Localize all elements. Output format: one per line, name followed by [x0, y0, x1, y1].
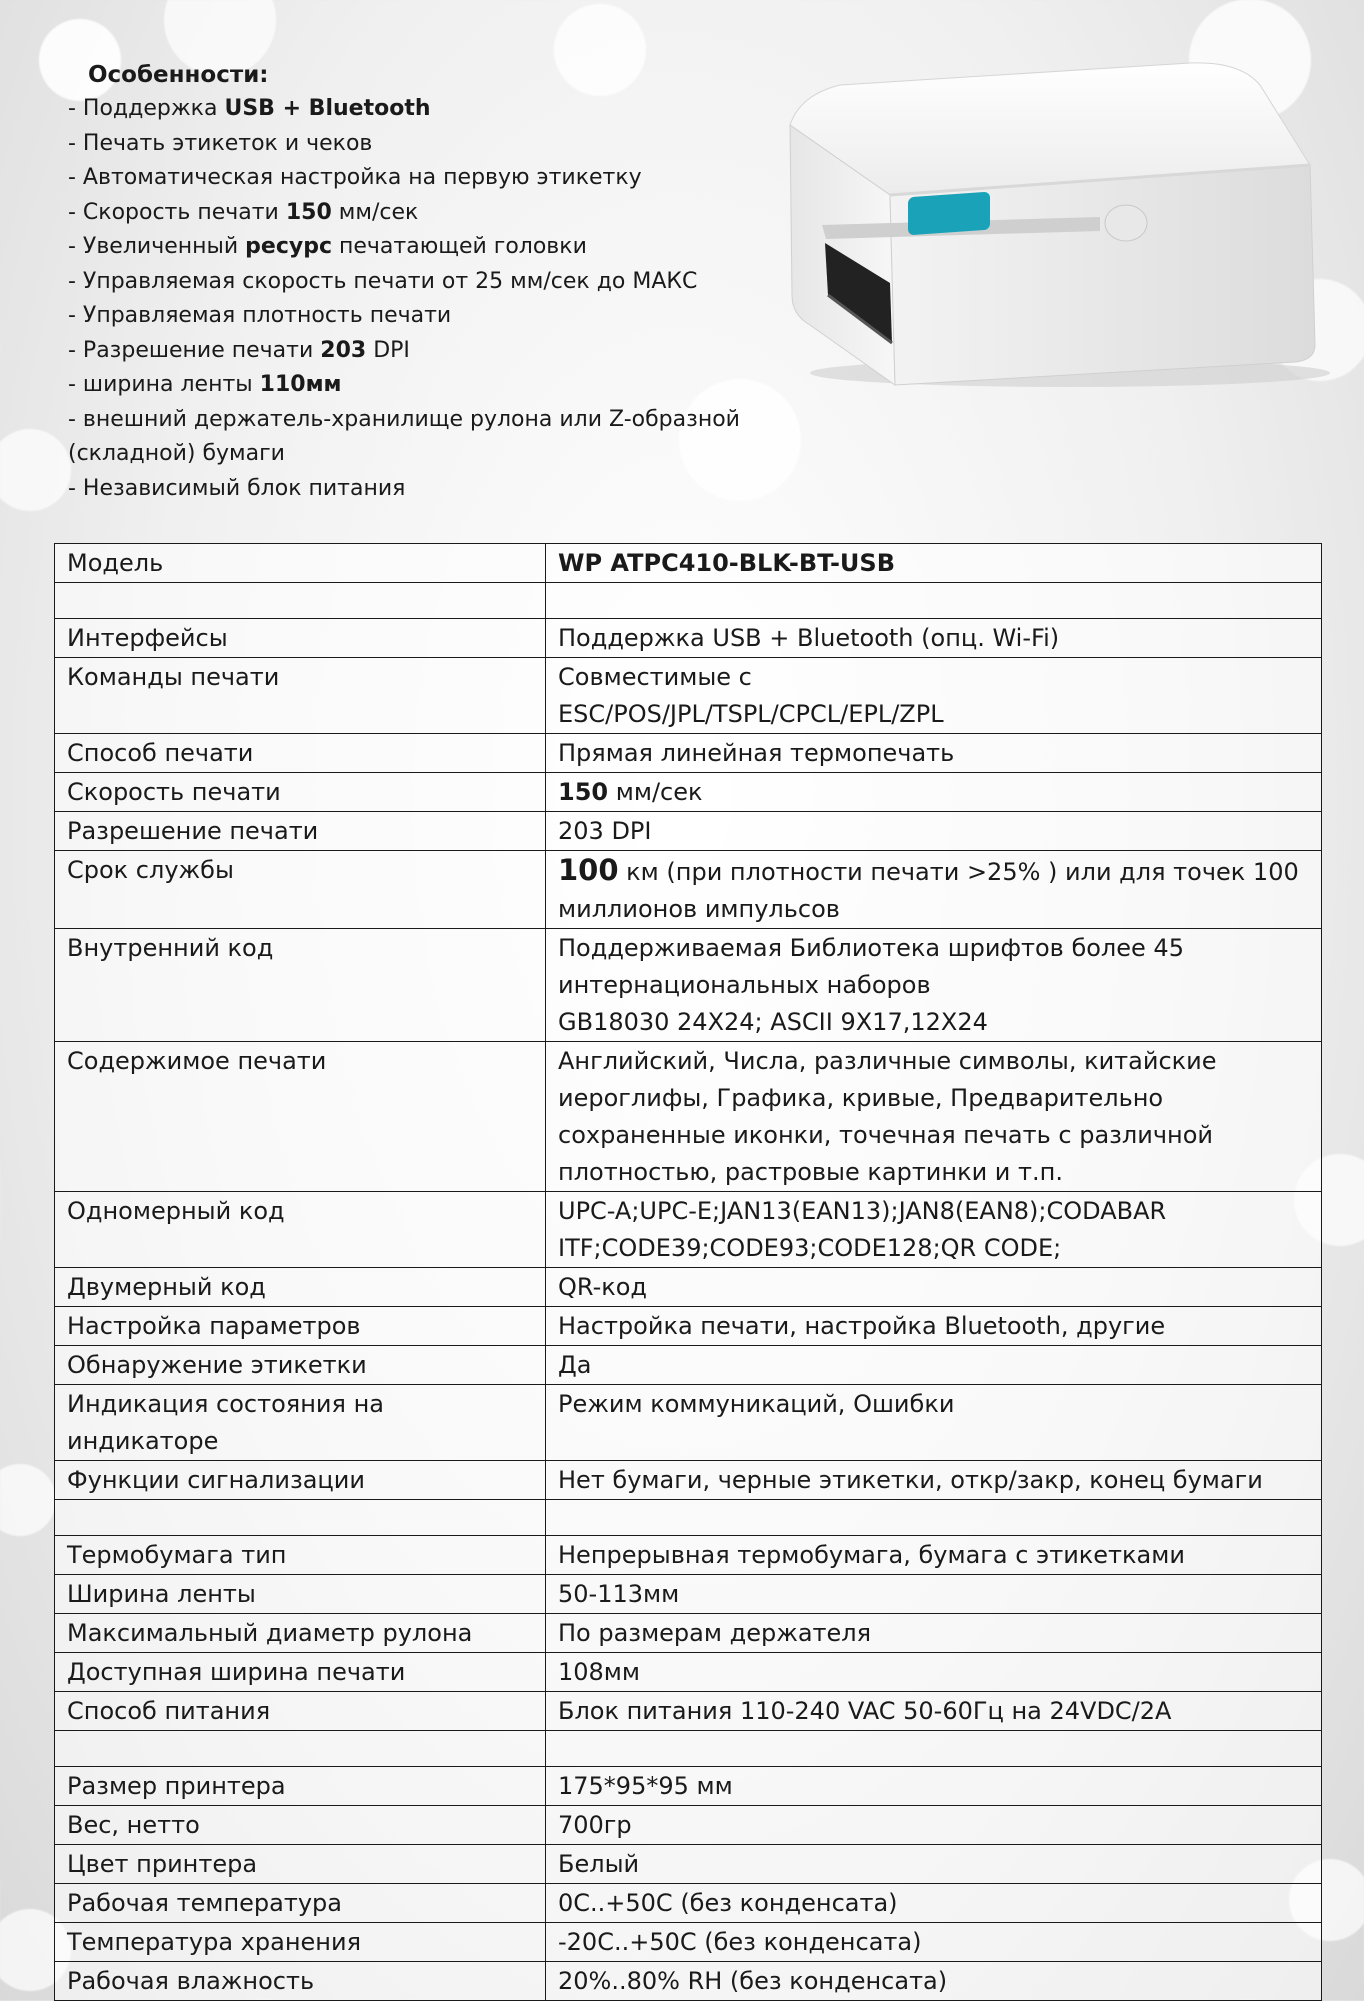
table-row: [55, 1192, 1322, 1268]
features-block: [68, 58, 788, 506]
spec-label: Ширина ленты: [55, 1575, 546, 1614]
spec-label: Температура хранения: [55, 1923, 546, 1962]
spec-value: 108мм: [546, 1653, 1322, 1692]
feature-item: - Скорость печати 150 мм/сек: [68, 199, 419, 225]
spec-value: -20C..+50C (без конденсата): [546, 1923, 1322, 1962]
feature-item: - внешний держатель-хранилище рулона или Z-образной: [68, 406, 740, 432]
spec-value: [546, 1731, 1322, 1767]
spec-label: Максимальный диаметр рулона: [55, 1614, 546, 1653]
table-row: [55, 1845, 1322, 1884]
spec-label: Содержимое печати: [55, 1042, 546, 1192]
spec-table: [54, 543, 1322, 2001]
spec-value: UPC-A;UPC-E;JAN13(EAN13);JAN8(EAN8);CODABAR ITF;CODE39;CODE93;CODE128;QR CODE;: [546, 1192, 1322, 1268]
spec-label: Команды печати: [55, 658, 546, 734]
spec-value: Режим коммуникаций, Ошибки: [546, 1385, 1322, 1461]
table-row: [55, 773, 1322, 812]
table-row: [55, 658, 1322, 734]
spec-label: Рабочая влажность: [55, 1962, 546, 2001]
spec-label: Термобумага тип: [55, 1536, 546, 1575]
table-row: [55, 734, 1322, 773]
table-row: [55, 1731, 1322, 1767]
spec-value: Совместимые с ESC/POS/JPL/TSPL/CPCL/EPL/ZPL: [546, 658, 1322, 734]
table-row: [55, 851, 1322, 929]
spec-label: Одномерный код: [55, 1192, 546, 1268]
spec-value: Прямая линейная термопечать: [546, 734, 1322, 773]
spec-label: Размер принтера: [55, 1767, 546, 1806]
feed-button: [908, 192, 990, 236]
feature-item: - Печать этикеток и чеков: [68, 130, 373, 156]
spec-value: [546, 1500, 1322, 1536]
table-row: [55, 1500, 1322, 1536]
spec-value: 20%..80% RH (без конденсата): [546, 1962, 1322, 2001]
spec-value: Английский, Числа, различные символы, китайские иероглифы, Графика, кривые, Предварительно сохраненные иконки, точечная печать с различной плотностью, растровые картинки и т.п.: [546, 1042, 1322, 1192]
spec-label: [55, 1500, 546, 1536]
spec-value: Нет бумаги, черные этикетки, откр/закр, конец бумаги: [546, 1461, 1322, 1500]
table-row: [55, 1614, 1322, 1653]
spec-label: Обнаружение этикетки: [55, 1346, 546, 1385]
spec-label: Функции сигнализации: [55, 1461, 546, 1500]
table-row: [55, 1692, 1322, 1731]
spec-label: Внутренний код: [55, 929, 546, 1042]
spec-value: Белый: [546, 1845, 1322, 1884]
table-row: [55, 544, 1322, 583]
spec-label: Доступная ширина печати: [55, 1653, 546, 1692]
spec-value: По размерам держателя: [546, 1614, 1322, 1653]
features-title: Особенности:: [88, 62, 269, 88]
feature-item: - Автоматическая настройка на первую этикетку: [68, 165, 642, 190]
spec-label: Срок службы: [55, 851, 546, 929]
table-row: [55, 1962, 1322, 2001]
spec-value: 700гр: [546, 1806, 1322, 1845]
spec-label: Цвет принтера: [55, 1845, 546, 1884]
spec-label: Настройка параметров: [55, 1307, 546, 1346]
spec-value: 150 мм/сек: [546, 773, 1322, 812]
spec-label: Разрешение печати: [55, 812, 546, 851]
spec-value: Да: [546, 1346, 1322, 1385]
table-row: [55, 1346, 1322, 1385]
feature-item: - Управляемая плотность печати: [68, 303, 452, 328]
feature-item: - ширина ленты 110мм: [68, 372, 342, 397]
spec-label: Скорость печати: [55, 773, 546, 812]
spec-value: Блок питания 110-240 VAC 50-60Гц на 24VDC/2A: [546, 1692, 1322, 1731]
spec-value: Поддержка USB + Bluetooth (опц. Wi-Fi): [546, 619, 1322, 658]
table-row: [55, 1884, 1322, 1923]
spec-value: 203 DPI: [546, 812, 1322, 851]
table-row: [55, 1923, 1322, 1962]
feature-item: (складной) бумаги: [68, 441, 285, 466]
spec-value: Настройка печати, настройка Bluetooth, другие: [546, 1307, 1322, 1346]
spec-label: Способ питания: [55, 1692, 546, 1731]
spec-value: 100 км (при плотности печати >25% ) или для точек 100 миллионов импульсов: [546, 851, 1322, 929]
spec-label: Способ печати: [55, 734, 546, 773]
spec-label: Интерфейсы: [55, 619, 546, 658]
printer-icon: [770, 55, 1330, 395]
spec-value: Поддерживаемая Библиотека шрифтов более 45 интернациональных наборов GB18030 24X24; ASCII 9X17,12X24: [546, 929, 1322, 1042]
table-row: [55, 1268, 1322, 1307]
table-row: [55, 1307, 1322, 1346]
spec-label: [55, 1731, 546, 1767]
table-row: [55, 812, 1322, 851]
table-row: [55, 1767, 1322, 1806]
spec-value: 0C..+50C (без конденсата): [546, 1884, 1322, 1923]
table-row: [55, 1461, 1322, 1500]
table-row: [55, 1385, 1322, 1461]
feature-item: - Поддержка USB + Bluetooth: [68, 96, 431, 121]
spec-label: Рабочая температура: [55, 1884, 546, 1923]
spec-label: Модель: [55, 544, 546, 583]
spec-value: [546, 583, 1322, 619]
table-row: [55, 1806, 1322, 1845]
feature-item: - Разрешение печати 203 DPI: [68, 337, 410, 363]
spec-value: Непрерывная термобумага, бумага с этикетками: [546, 1536, 1322, 1575]
table-row: [55, 583, 1322, 619]
table-row: [55, 1575, 1322, 1614]
spec-value: WP ATPC410-BLK-BT-USB: [546, 544, 1322, 583]
table-row: [55, 929, 1322, 1042]
table-row: [55, 619, 1322, 658]
spec-label: Индикация состояния на индикаторе: [55, 1385, 546, 1461]
status-led-icon: [1105, 205, 1147, 241]
spec-value: QR-код: [546, 1268, 1322, 1307]
table-row: [55, 1653, 1322, 1692]
spec-value: 50-113мм: [546, 1575, 1322, 1614]
features-list: [68, 92, 788, 506]
feature-item: - Управляемая скорость печати от 25 мм/сек до МАКС: [68, 268, 698, 294]
table-row: [55, 1536, 1322, 1575]
feature-item: - Увеличенный ресурс печатающей головки: [68, 234, 587, 259]
spec-value: 175*95*95 мм: [546, 1767, 1322, 1806]
spec-label: Вес, нетто: [55, 1806, 546, 1845]
table-row: [55, 1042, 1322, 1192]
spec-label: [55, 583, 546, 619]
feature-item: - Независимый блок питания: [68, 475, 406, 501]
spec-label: Двумерный код: [55, 1268, 546, 1307]
